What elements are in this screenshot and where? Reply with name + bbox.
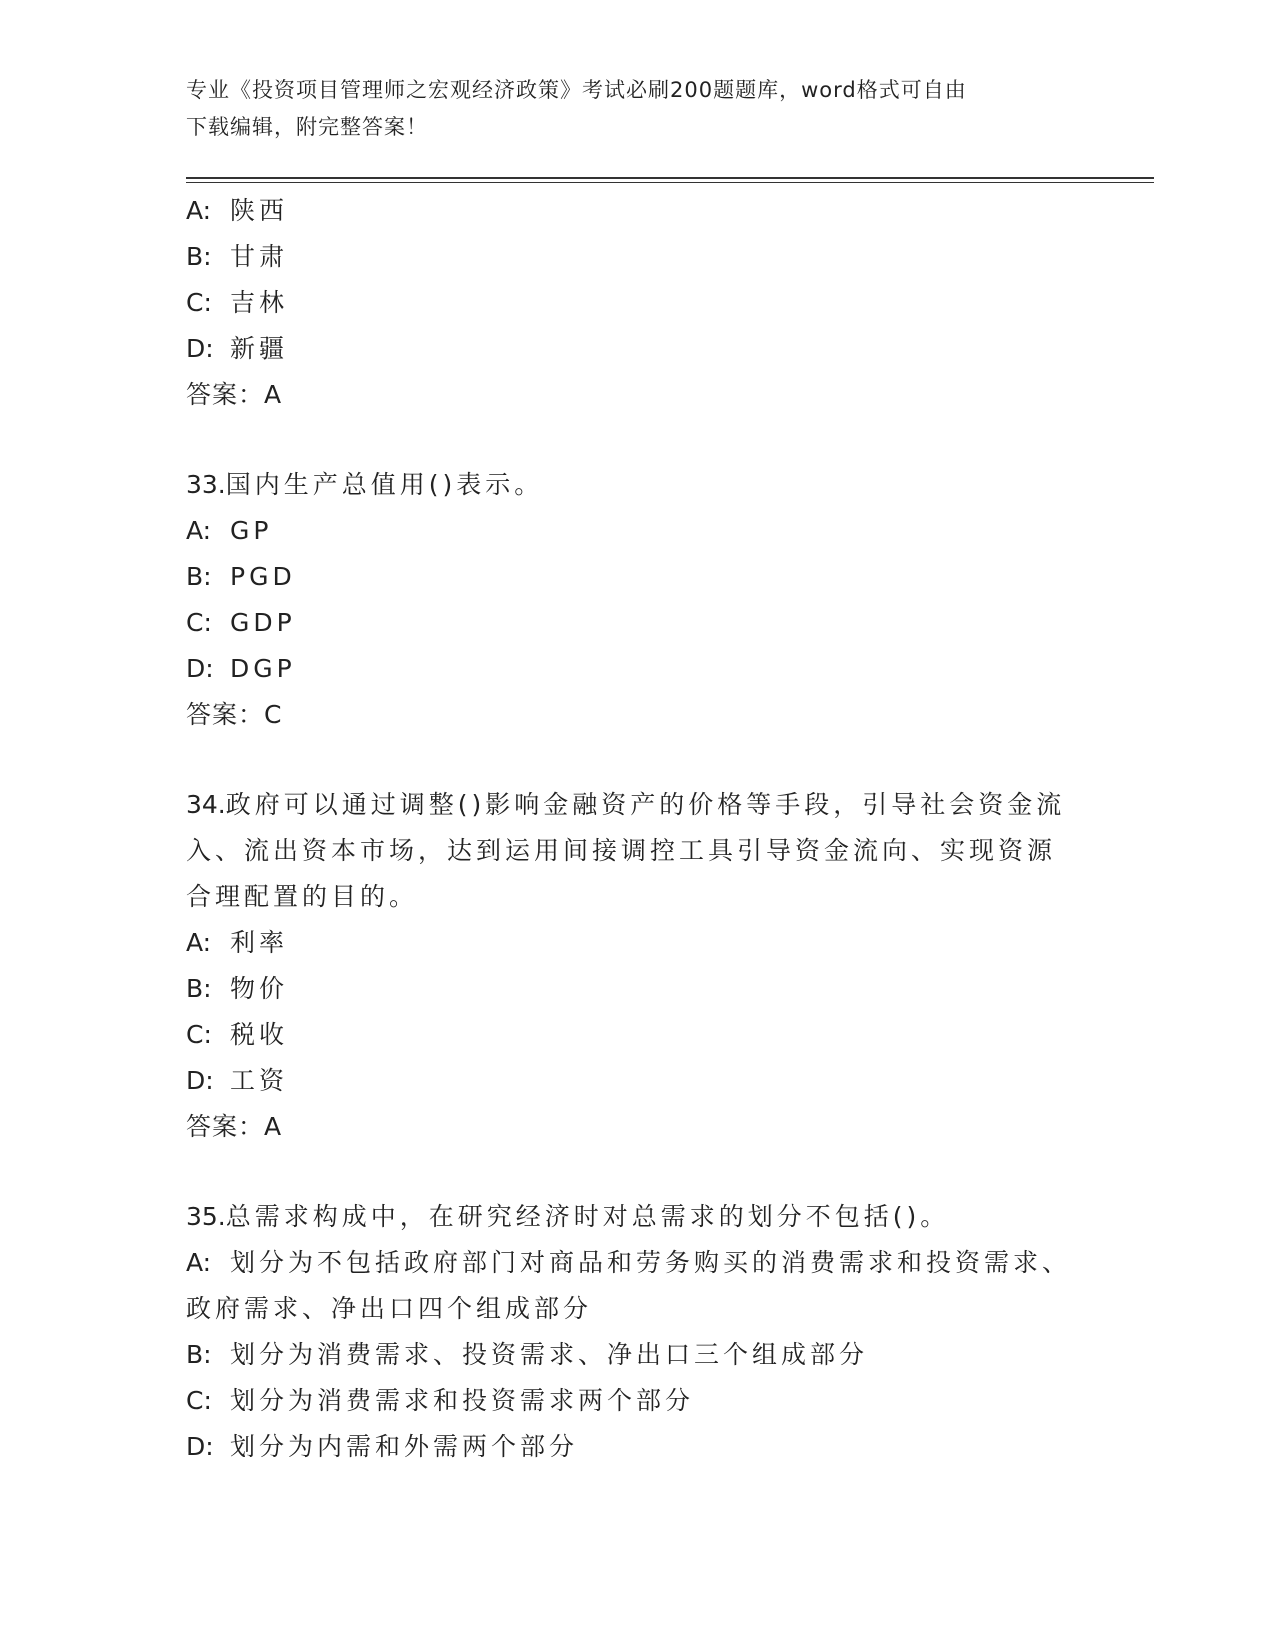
question-stem [186,1194,1086,1240]
question-stem-line-1 [186,782,1086,828]
question-number: 35. [186,1202,226,1231]
option-text: 划分为内需和外需两个部分 [230,1432,579,1461]
option-b [186,1332,1086,1378]
option-text: 税收 [230,1020,289,1049]
option-text: 划分为消费需求和投资需求两个部分 [230,1386,695,1415]
question-33 [186,462,1086,738]
option-b [186,966,1086,1012]
option-text: 工资 [230,1066,289,1095]
question-number: 33. [186,470,226,499]
option-text: 物价 [230,974,289,1003]
question-number: 34. [186,790,226,819]
question-stem [186,462,1086,508]
option-label: C: [186,1020,212,1049]
option-text: DGP [230,654,296,683]
option-text: 划分为不包括政府部门对商品和劳务购买的消费需求和投资需求、 [230,1248,1072,1277]
question-35 [186,1194,1086,1470]
document-header [186,72,1086,146]
option-d [186,646,1086,692]
option-text: 甘肃 [230,242,289,271]
header-divider-thick [186,177,1154,179]
answer-line: 答案：C [186,700,283,729]
question-stem-line-2: 入、流出资本市场，达到运用间接调控工具引导资金流向、实现资源 [186,836,1057,865]
option-d [186,1424,1086,1470]
option-c [186,280,1086,326]
option-text: 陕西 [230,196,289,225]
option-text: GP [230,516,273,545]
spacer [186,1150,1086,1194]
option-label: B: [186,974,212,1003]
option-label: A: [186,196,212,225]
question-text: 总需求构成中，在研究经济时对总需求的划分不包括()。 [225,1202,950,1231]
option-label: B: [186,1340,212,1369]
option-text: GDP [230,608,296,637]
question-32-options [186,188,1086,418]
option-label: D: [186,654,214,683]
question-text: 国内生产总值用()表示。 [225,470,544,499]
option-label: A: [186,1248,212,1277]
header-divider-thin [186,182,1154,183]
option-a [186,1240,1086,1286]
header-line-1: 专业《投资项目管理师之宏观经济政策》考试必刷200题题库，word格式可自由 [186,78,967,102]
option-label: C: [186,608,212,637]
option-text: PGD [230,562,296,591]
option-text: 划分为消费需求、投资需求、净出口三个组成部分 [230,1340,869,1369]
option-b [186,554,1086,600]
option-label: D: [186,1432,214,1461]
question-stem-line-3: 合理配置的目的。 [186,882,419,911]
option-a [186,920,1086,966]
option-label: A: [186,928,212,957]
option-label: C: [186,288,212,317]
option-b [186,234,1086,280]
answer-line: 答案：A [186,380,283,409]
option-text: 新疆 [230,334,289,363]
option-label: B: [186,242,212,271]
document-body [186,188,1086,1470]
option-label: A: [186,516,212,545]
spacer [186,738,1086,782]
option-c [186,1378,1086,1424]
option-text: 利率 [230,928,289,957]
option-text: 吉林 [230,288,289,317]
option-c [186,600,1086,646]
option-label: C: [186,1386,212,1415]
option-d [186,1058,1086,1104]
option-a [186,188,1086,234]
option-d [186,326,1086,372]
question-text: 政府可以通过调整()影响金融资产的价格等手段，引导社会资金流 [225,790,1066,819]
header-line-2: 下载编辑，附完整答案！ [186,115,428,139]
answer-line: 答案：A [186,1112,283,1141]
option-label: D: [186,1066,214,1095]
spacer [186,418,1086,462]
option-label: B: [186,562,212,591]
option-a [186,508,1086,554]
option-a-continued: 政府需求、净出口四个组成部分 [186,1294,593,1323]
option-label: D: [186,334,214,363]
question-34 [186,782,1086,1150]
option-c [186,1012,1086,1058]
